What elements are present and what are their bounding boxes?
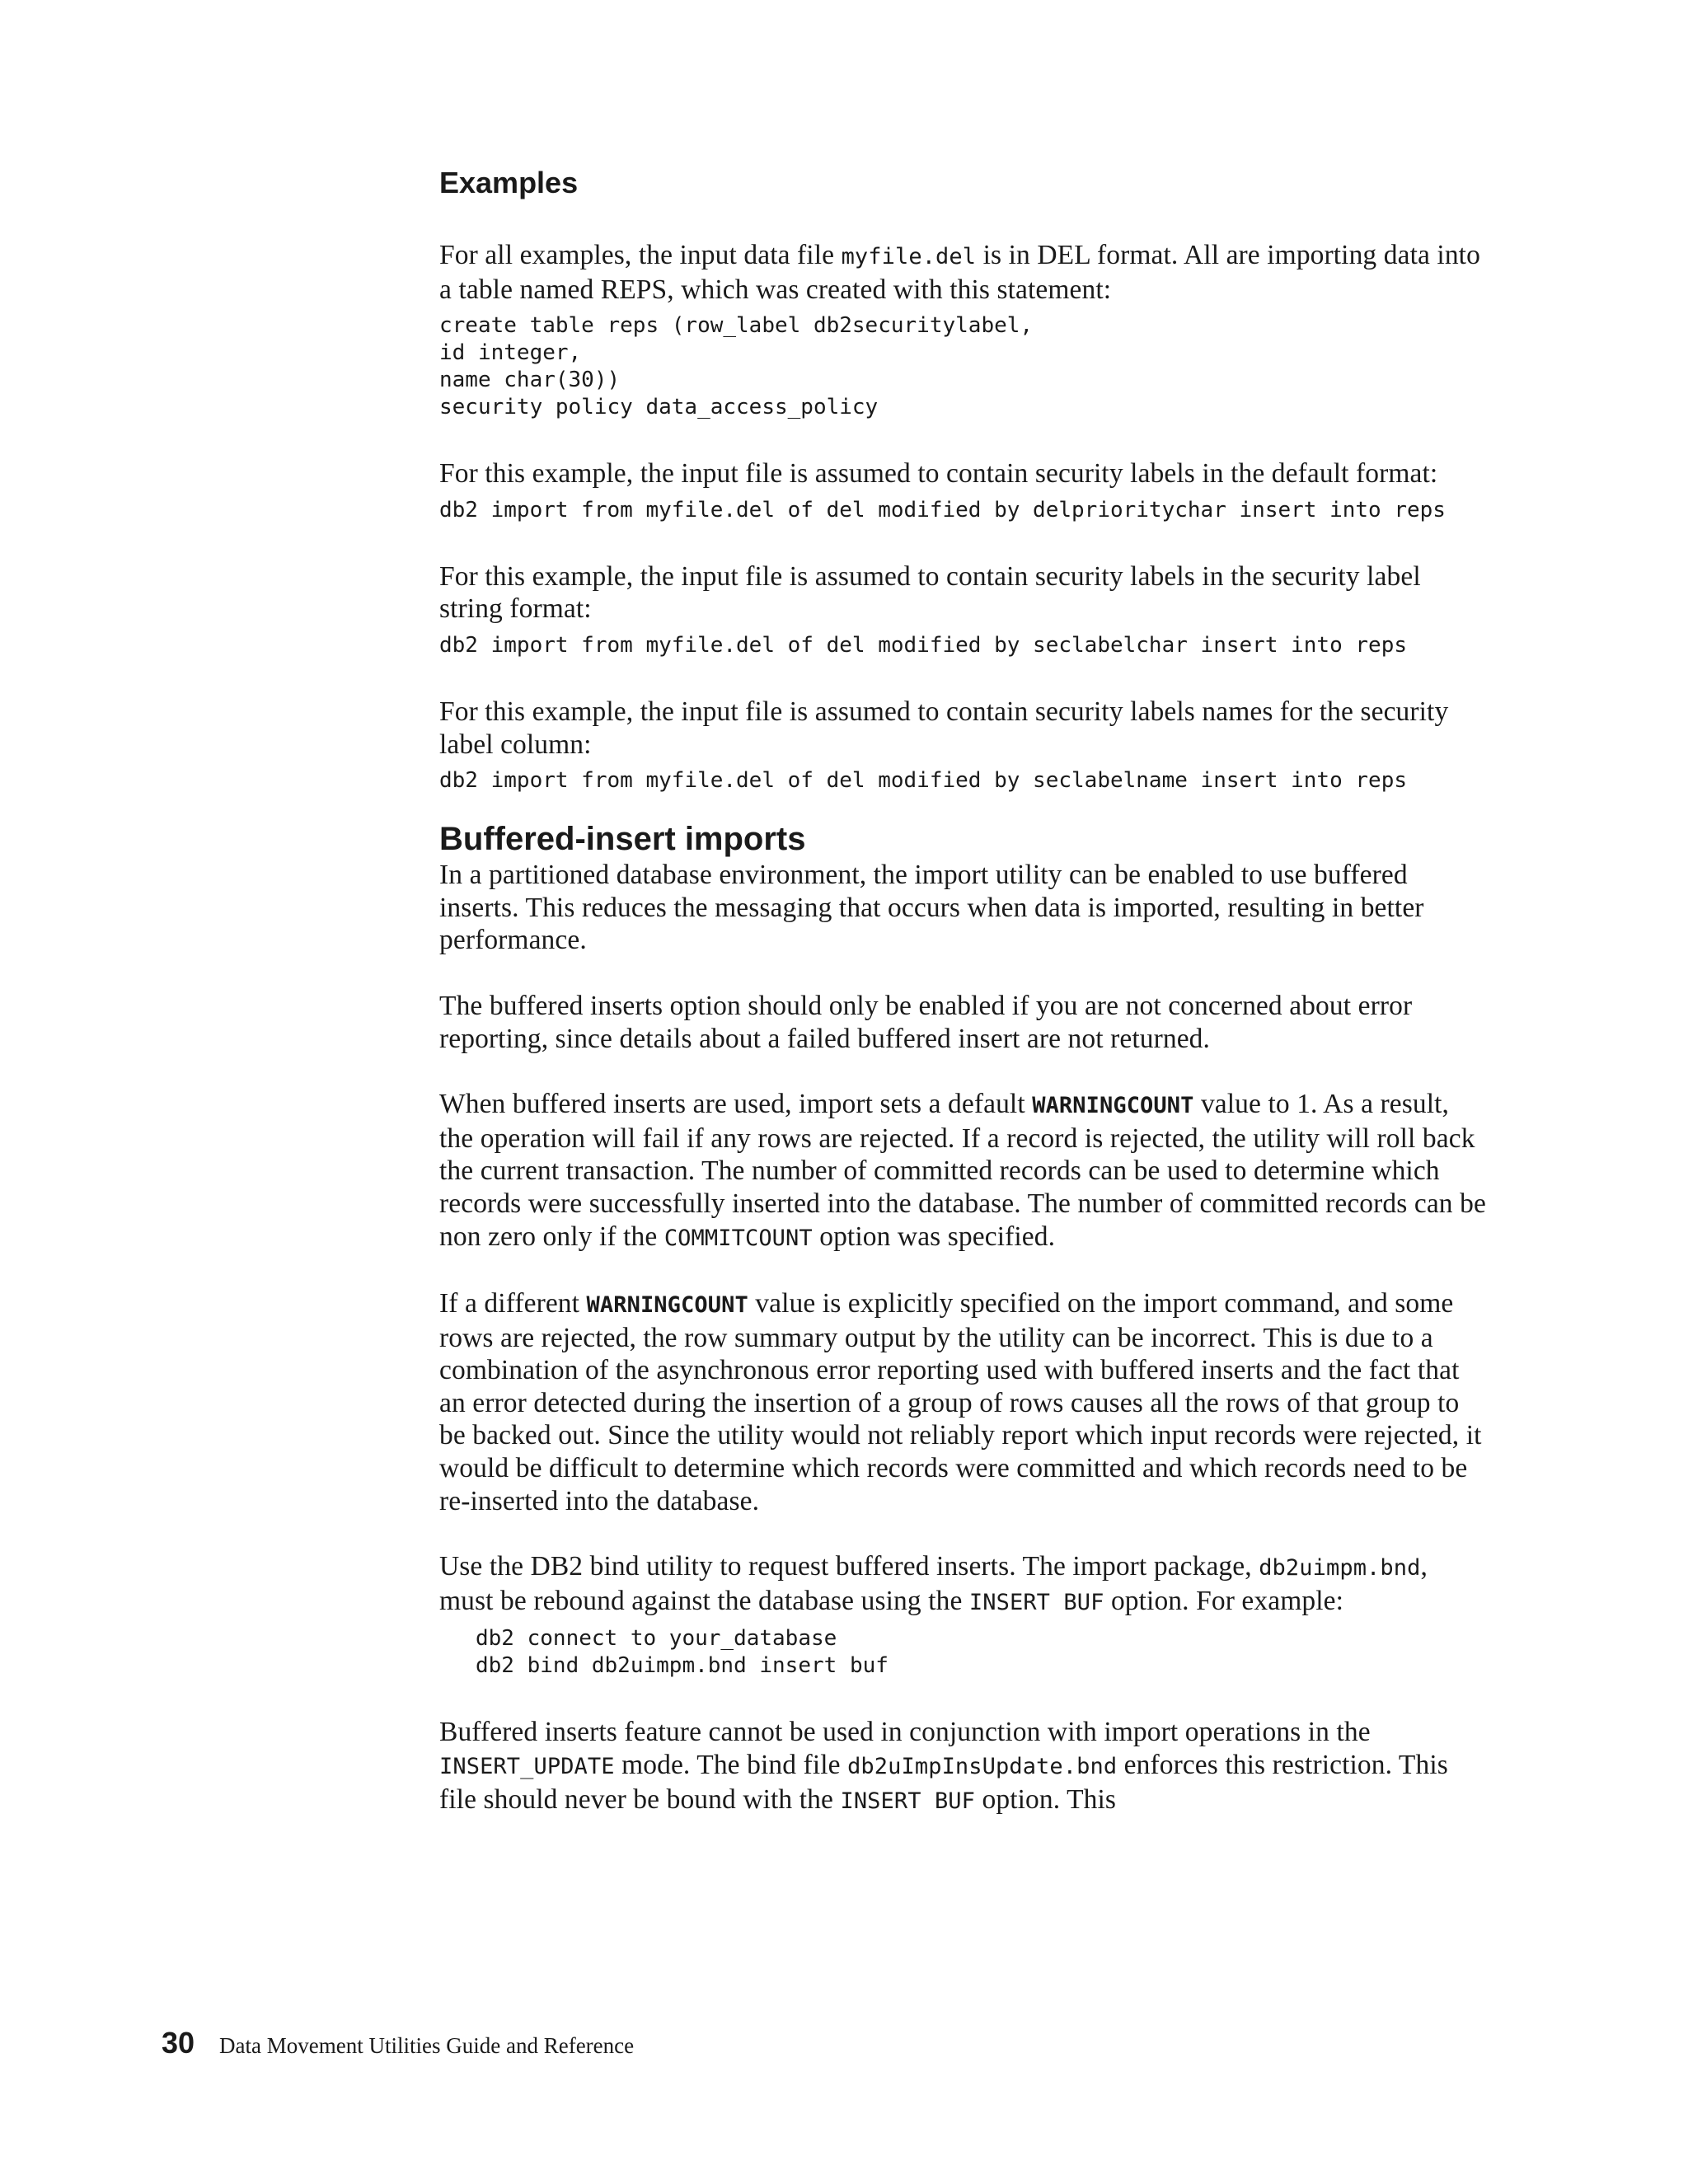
- examples-heading: Examples: [439, 166, 579, 199]
- example-2-text: For this example, the input file is assumed to contain security labels in the security label string format:: [439, 560, 1421, 625]
- code-line: db2 bind db2uimpm.bnd insert buf: [476, 1653, 889, 1679]
- create-table-code: [439, 312, 1486, 421]
- buffered-paragraph-5: Use the DB2 bind utility to request buffered inserts. The import package, db2uimpm.bnd, must be rebound against the database using the INSERT BUF option. For example:: [439, 1551, 1428, 1616]
- book-title: Data Movement Utilities Guide and Reference: [219, 2033, 635, 2058]
- page-footer: [162, 2026, 634, 2060]
- page-content: [439, 165, 1486, 1850]
- page-number: 30: [162, 2026, 195, 2060]
- example-2-code: db2 import from myfile.del of del modified by seclabelchar insert into reps: [439, 632, 1407, 658]
- code-line: name char(30)): [439, 368, 621, 393]
- code-line: id integer,: [439, 340, 582, 366]
- example-3-code: db2 import from myfile.del of del modified by seclabelname insert into reps: [439, 768, 1407, 794]
- example-1-code: db2 import from myfile.del of del modified by delprioritychar insert into reps: [439, 497, 1446, 523]
- buffered-paragraph-1: In a partitioned database environment, the import utility can be enabled to use buffered inserts. This reduces the messaging that occurs when data is imported, resulting in better performance.: [439, 860, 1424, 956]
- buffered-paragraph-3: When buffered inserts are used, import sets a default WARNINGCOUNT value to 1. As a result, the operation will fail if any rows are rejected. If a record is rejected, the utility will roll back the current transaction. The number of committed records can be used to determine which records were successfully inserted into the database. The number of committed records can be non zero only if the COMMITCOUNT option was specified.: [439, 1089, 1486, 1252]
- buffered-paragraph-6: Buffered inserts feature cannot be used in conjunction with import operations in the INSERT_UPDATE mode. The bind file db2uImpInsUpdate.bnd enforces this restriction. This file should never be bound with the INSERT BUF option. This: [439, 1717, 1448, 1815]
- code-line: db2 connect to your_database: [476, 1626, 837, 1652]
- code-line: security policy data_access_policy: [439, 395, 879, 420]
- example-3-text: For this example, the input file is assumed to contain security labels names for the security label column:: [439, 696, 1449, 760]
- buffered-insert-heading: Buffered-insert imports: [439, 821, 806, 858]
- buffered-paragraph-2: The buffered inserts option should only be enabled if you are not concerned about error reporting, since details about a failed buffered insert are not returned.: [439, 990, 1413, 1054]
- buffered-paragraph-4: If a different WARNINGCOUNT value is explicitly specified on the import command, and some rows are rejected, the row summary output by the utility can be incorrect. This is due to a combination of the asynchronous error reporting used with buffered inserts and the fact that an error detected during the insertion of a group of rows causes all the rows of that group to be backed out. Since the utility would not reliably report which input records were rejected, it would be difficult to determine which records were committed and which records need to be re-inserted into the database.: [439, 1288, 1482, 1516]
- code-line: create table reps (row_label db2securitylabel,: [439, 313, 1034, 339]
- bind-code: [439, 1625, 1486, 1680]
- example-1-text: For this example, the input file is assumed to contain security labels in the default format:: [439, 458, 1438, 490]
- examples-intro: For all examples, the input data file myfile.del is in DEL format. All are importing data into a table named REPS, which was created with this statement:: [439, 240, 1480, 305]
